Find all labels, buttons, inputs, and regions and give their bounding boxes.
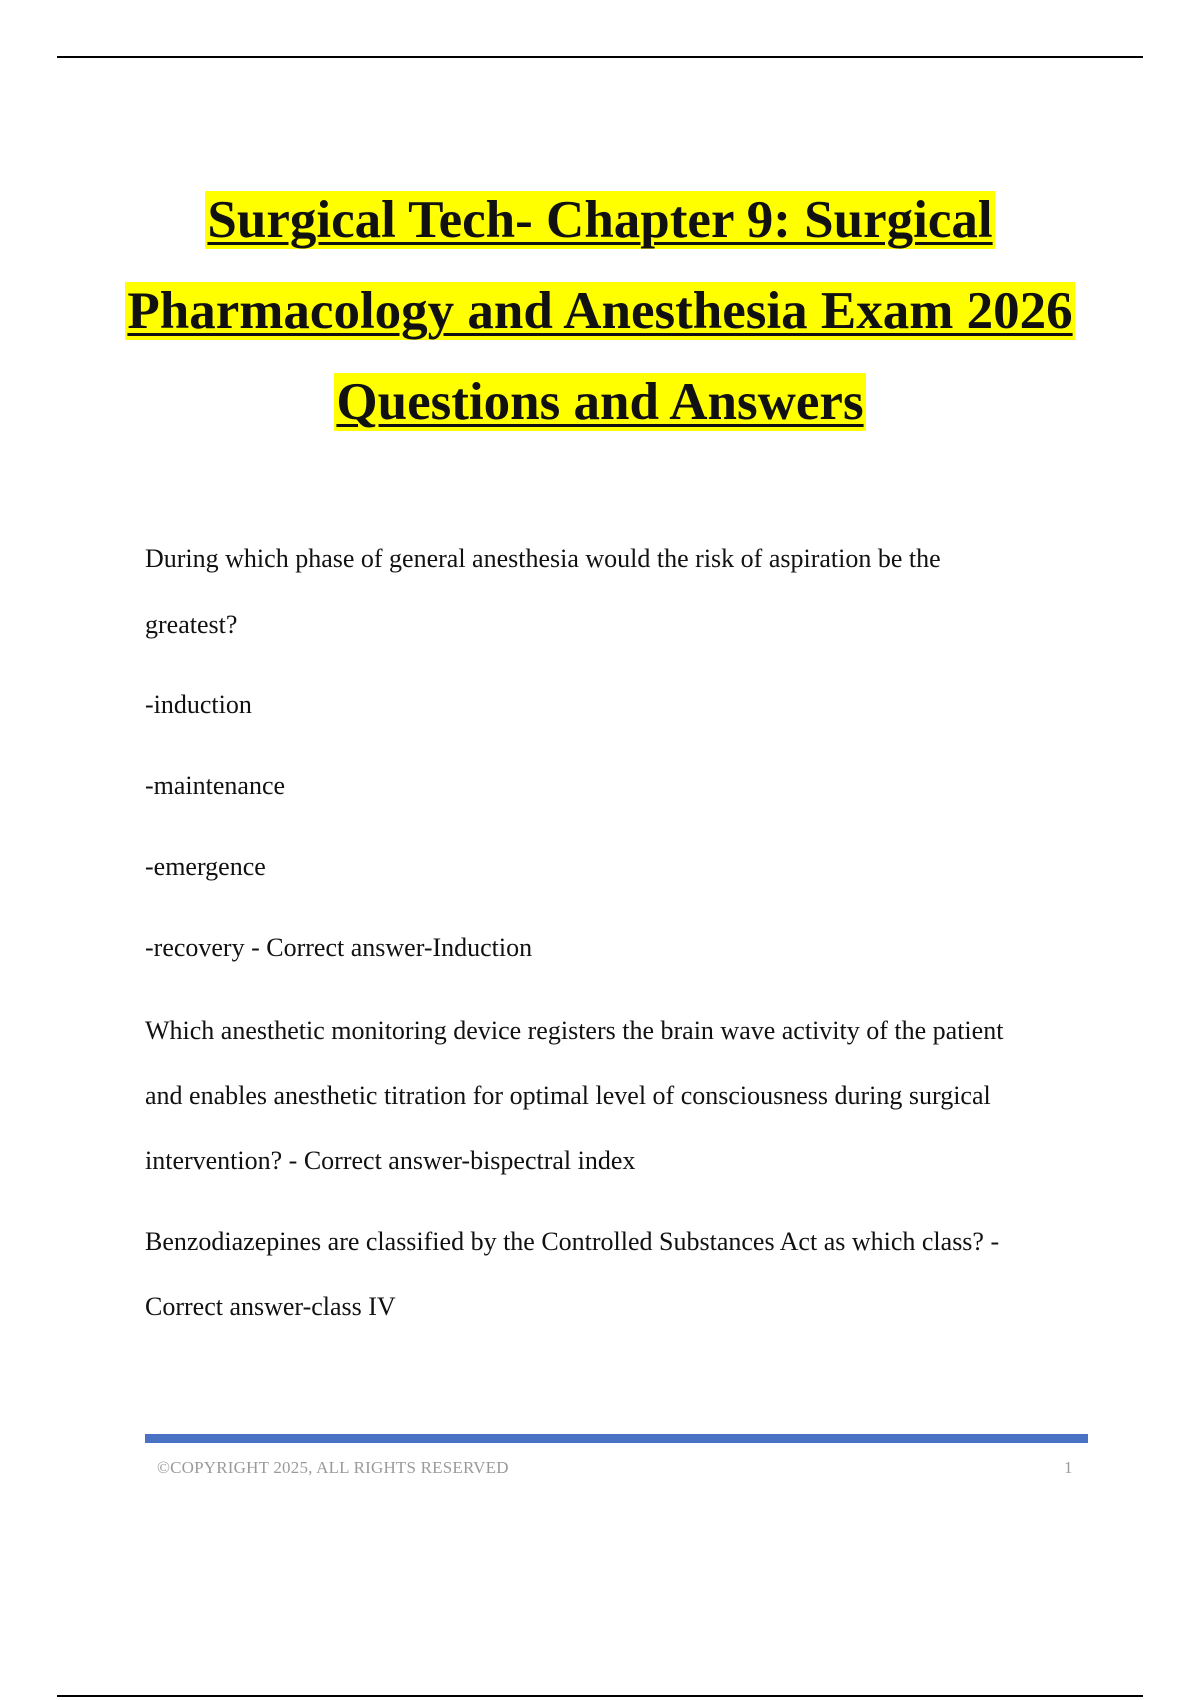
question-1-line-2: greatest? [145,610,238,639]
option-maintenance: -maintenance [145,771,286,800]
question-2-line-2: and enables anesthetic titration for optimal level of consciousness during surgical [145,1081,991,1110]
document-title [100,175,1100,448]
option-recovery-answer: -recovery - Correct answer-Induction [145,933,533,962]
footer-bar [145,1434,1088,1443]
top-divider [57,56,1143,58]
question-3-line-1: Benzodiazepines are classified by the Controlled Substances Act as which class? - [145,1227,1000,1256]
title-line-2: Pharmacology and Anesthesia Exam 2026 [127,282,1073,340]
question-2-answer: intervention? - Correct answer-bispectral index [145,1146,636,1175]
question-1-line-1: During which phase of general anesthesia would the risk of aspiration be the [145,544,941,573]
option-emergence: -emergence [145,852,266,881]
title-line-3: Questions and Answers [336,373,864,431]
footer-copyright: ©COPYRIGHT 2025, ALL RIGHTS RESERVED [157,1458,509,1477]
page-number: 1 [1064,1458,1073,1477]
question-3-answer: Correct answer-class IV [145,1292,396,1321]
question-2-line-1: Which anesthetic monitoring device registers the brain wave activity of the patient [145,1016,1004,1045]
title-line-1: Surgical Tech- Chapter 9: Surgical [207,191,993,249]
bottom-divider [57,1695,1143,1697]
option-induction: -induction [145,690,252,719]
